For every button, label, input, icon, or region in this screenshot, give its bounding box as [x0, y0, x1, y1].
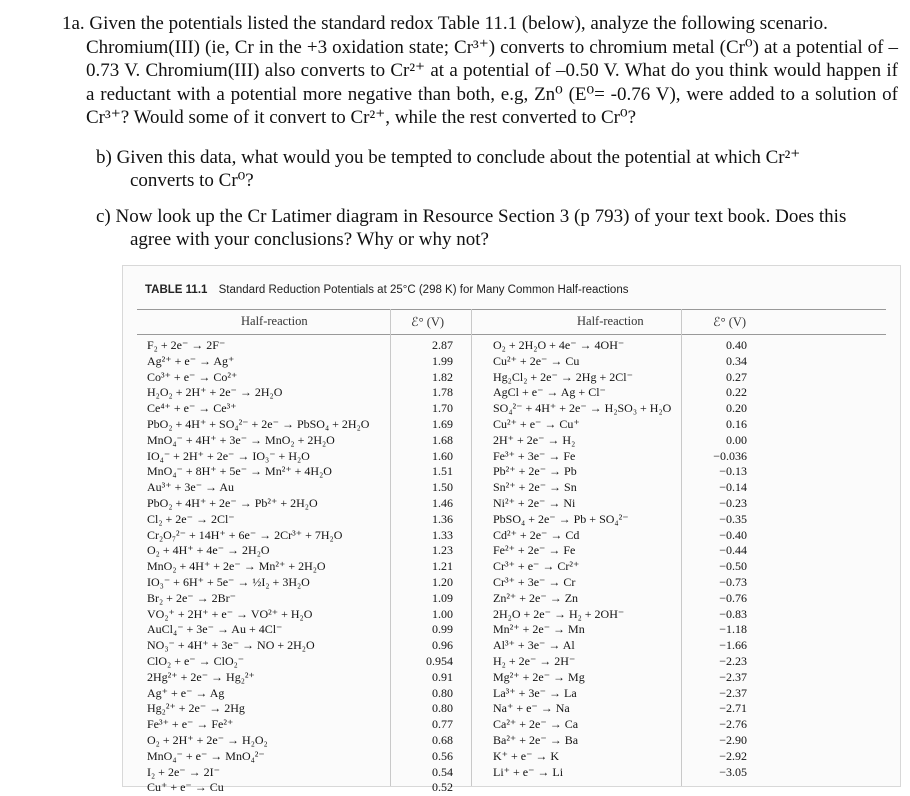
half-reaction-right: 2H⁺ + 2e⁻ → H₂ [493, 432, 576, 447]
half-reaction-left: IO₃⁻ + 6H⁺ + 5e⁻ → ½I₂ + 3H₂O [147, 574, 310, 589]
potential-left: 0.80 [432, 701, 453, 716]
table-row [137, 654, 886, 670]
table-row [137, 370, 886, 386]
potential-left: 0.91 [432, 669, 453, 684]
table-row [137, 765, 886, 781]
potential-left: 1.46 [432, 495, 453, 510]
table-row [137, 670, 886, 686]
potential-left: 0.68 [432, 732, 453, 747]
table-row [137, 401, 886, 417]
half-reaction-left: 2Hg²⁺ + 2e⁻ → Hg₂²⁺ [147, 669, 255, 684]
half-reaction-right: Fe²⁺ + 2e⁻ → Fe [493, 543, 576, 558]
table-row [137, 686, 886, 702]
potential-right: 0.22 [726, 385, 747, 400]
potential-right: −0.83 [719, 606, 747, 621]
potential-left: 1.70 [432, 401, 453, 416]
table-row [137, 591, 886, 607]
question-1b-body: converts to Cr⁰? [130, 170, 254, 191]
question-1a-lead: 1a. Given the potentials listed the standard redox Table 11.1 (below), analyze the following scenario. [62, 13, 828, 34]
potential-right: −2.37 [719, 685, 747, 700]
half-reaction-right: K⁺ + e⁻ → K [493, 748, 560, 763]
potential-left: 0.954 [426, 653, 453, 668]
potential-right: 0.00 [726, 432, 747, 447]
table-row [137, 449, 886, 465]
potential-right: −0.036 [713, 448, 747, 463]
half-reaction-left: Au³⁺ + 3e⁻ → Au [147, 480, 235, 495]
potential-right: −2.37 [719, 669, 747, 684]
table-row [137, 749, 886, 765]
half-reaction-left: MnO₄⁻ + 8H⁺ + 5e⁻ → Mn²⁺ + 4H₂O [147, 464, 332, 479]
table-row [137, 338, 886, 354]
question-1c-body: agree with your conclusions? Why or why not? [130, 229, 489, 250]
table-row [137, 528, 886, 544]
table-row [137, 385, 886, 401]
half-reaction-right: Mn²⁺ + 2e⁻ → Mn [493, 622, 585, 637]
table-row [137, 733, 886, 749]
half-reaction-left: AuCl₄⁻ + 3e⁻ → Au + 4Cl⁻ [147, 622, 283, 637]
half-reaction-right: Zn²⁺ + 2e⁻ → Zn [493, 590, 579, 605]
half-reaction-right: Cd²⁺ + 2e⁻ → Cd [493, 527, 580, 542]
table-row [137, 354, 886, 370]
potential-right: −0.73 [719, 574, 747, 589]
half-reaction-left: Ag²⁺ + e⁻ → Ag⁺ [147, 353, 235, 368]
potential-left: 1.00 [432, 606, 453, 621]
half-reaction-right: Hg₂Cl₂ + 2e⁻ → 2Hg + 2Cl⁻ [493, 369, 633, 384]
half-reaction-right: Sn²⁺ + 2e⁻ → Sn [493, 480, 577, 495]
half-reaction-left: Co³⁺ + e⁻ → Co²⁺ [147, 369, 238, 384]
potential-left: 2.87 [432, 338, 453, 352]
potential-left: 1.36 [432, 511, 453, 526]
half-reaction-right: Ba²⁺ + 2e⁻ → Ba [493, 732, 579, 747]
half-reaction-left: O₂ + 2H⁺ + 2e⁻ → H₂O₂ [147, 732, 268, 747]
potential-left: 1.20 [432, 574, 453, 589]
table-row [137, 701, 886, 717]
potential-right: −0.44 [719, 543, 747, 558]
potential-left: 1.21 [432, 559, 453, 574]
potential-right: −2.23 [719, 653, 747, 668]
potential-right: −2.92 [719, 748, 747, 763]
half-reaction-left: Cl₂ + 2e⁻ → 2Cl⁻ [147, 511, 235, 526]
table-number: TABLE 11.1 [145, 284, 208, 296]
table-row [137, 575, 886, 591]
half-reaction-right: Mg²⁺ + 2e⁻ → Mg [493, 669, 585, 684]
potential-left: 1.78 [432, 385, 453, 400]
question-1b-lead: b) Given this data, what would you be tempted to conclude about the potential at which Cr²⁺ [96, 147, 801, 168]
potential-left: 1.09 [432, 590, 453, 605]
question-1c-lead: c) Now look up the Cr Latimer diagram in Resource Section 3 (p 793) of your text book. Does this [96, 206, 847, 227]
half-reaction-left: I₂ + 2e⁻ → 2I⁻ [147, 764, 220, 779]
question-1a [62, 12, 898, 130]
potential-left: 1.23 [432, 543, 453, 558]
half-reaction-right: H₂ + 2e⁻ → 2H⁻ [493, 653, 576, 668]
header-half-reaction-right: Half-reaction [577, 314, 644, 328]
half-reaction-left: Ag⁺ + e⁻ → Ag [147, 685, 225, 700]
table-row [137, 433, 886, 449]
potential-left: 1.60 [432, 448, 453, 463]
table-header [137, 309, 886, 335]
half-reaction-left: F₂ + 2e⁻ → 2F⁻ [147, 338, 226, 352]
header-potential-left: ℰ° (V) [411, 315, 445, 329]
table-row [137, 780, 886, 796]
half-reaction-right: Cu²⁺ + e⁻ → Cu⁺ [493, 416, 580, 431]
half-reaction-right: Cu²⁺ + 2e⁻ → Cu [493, 353, 580, 368]
half-reaction-right: SO₄²⁻ + 4H⁺ + 2e⁻ → H₂SO₃ + H₂O [493, 401, 672, 416]
half-reaction-left: Cu⁺ + e⁻ → Cu [147, 780, 224, 795]
table-row [137, 559, 886, 575]
half-reaction-left: H₂O₂ + 2H⁺ + 2e⁻ → 2H₂O [147, 385, 283, 400]
potential-right: −1.66 [719, 638, 747, 653]
table-row [137, 480, 886, 496]
potential-right: 0.40 [726, 338, 747, 352]
potential-left: 1.33 [432, 527, 453, 542]
table-row [137, 607, 886, 623]
half-reaction-right: O₂ + 2H₂O + 4e⁻ → 4OH⁻ [493, 338, 625, 352]
potential-right: −2.71 [719, 701, 747, 716]
potential-left: 1.51 [432, 464, 453, 479]
potential-right: −0.35 [719, 511, 747, 526]
half-reaction-right: PbSO₄ + 2e⁻ → Pb + SO₄²⁻ [493, 511, 629, 526]
question-1a-body: Chromium(III) (ie, Cr in the +3 oxidation state; Cr³⁺) converts to chromium metal (Cr⁰) at a potential of –0.73 V. Chromium(III) also converts to Cr²⁺ at a potential of –0.50 V. What do you think would happen if a reductant with a potential more negative than both, e.g, Zn⁰ (E⁰= -0.76 V), were added to a solution of Cr³⁺? Would some of it convert to Cr²⁺, while the rest converted to Cr⁰? [86, 36, 898, 128]
half-reaction-left: Ce⁴⁺ + e⁻ → Ce³⁺ [147, 401, 237, 416]
potential-right: −0.13 [719, 464, 747, 479]
half-reaction-left: Br₂ + 2e⁻ → 2Br⁻ [147, 590, 236, 605]
potential-left: 1.99 [432, 353, 453, 368]
half-reaction-left: NO₃⁻ + 4H⁺ + 3e⁻ → NO + 2H₂O [147, 638, 315, 653]
table-title: Standard Reduction Potentials at 25°C (298 K) for Many Common Half-reactions [218, 284, 629, 296]
potential-right: −2.90 [719, 732, 747, 747]
header-half-reaction-left: Half-reaction [241, 314, 308, 328]
half-reaction-left: IO₄⁻ + 2H⁺ + 2e⁻ → IO₃⁻ + H₂O [147, 448, 310, 463]
potential-right: −0.14 [719, 480, 747, 495]
half-reaction-left: VO₂⁺ + 2H⁺ + e⁻ → VO²⁺ + H₂O [147, 606, 313, 621]
potential-right: −0.40 [719, 527, 747, 542]
question-1c [96, 205, 896, 251]
potential-left: 1.68 [432, 432, 453, 447]
half-reaction-right: Cr³⁺ + e⁻ → Cr²⁺ [493, 559, 580, 574]
half-reaction-right: 2H₂O + 2e⁻ → H₂ + 2OH⁻ [493, 606, 625, 621]
potential-left: 0.52 [432, 780, 453, 795]
half-reaction-right: Ca²⁺ + 2e⁻ → Ca [493, 717, 579, 732]
potential-left: 1.50 [432, 480, 453, 495]
potential-left: 0.54 [432, 764, 453, 779]
half-reaction-left: ClO₂ + e⁻ → ClO₂⁻ [147, 653, 245, 668]
potential-left: 1.69 [432, 416, 453, 431]
half-reaction-right: Na⁺ + e⁻ → Na [493, 701, 570, 716]
potential-right: 0.16 [726, 416, 747, 431]
potential-left: 0.56 [432, 748, 453, 763]
table-row [137, 717, 886, 733]
half-reaction-right: AgCl + e⁻ → Ag + Cl⁻ [493, 385, 606, 400]
potential-right: −0.50 [719, 559, 747, 574]
half-reaction-right: Al³⁺ + 3e⁻ → Al [493, 638, 575, 653]
half-reaction-right: Cr³⁺ + 3e⁻ → Cr [493, 574, 576, 589]
potential-left: 1.82 [432, 369, 453, 384]
table-row [137, 417, 886, 433]
half-reaction-left: O₂ + 4H⁺ + 4e⁻ → 2H₂O [147, 543, 270, 558]
table-row [137, 512, 886, 528]
potential-left: 0.77 [432, 717, 453, 732]
half-reaction-right: Pb²⁺ + 2e⁻ → Pb [493, 464, 577, 479]
half-reaction-left: Hg₂²⁺ + 2e⁻ → 2Hg [147, 701, 245, 716]
half-reaction-right: Li⁺ + e⁻ → Li [493, 764, 564, 779]
table-row [137, 638, 886, 654]
potential-right: −0.76 [719, 590, 747, 605]
table-row [137, 496, 886, 512]
half-reaction-left: Fe³⁺ + e⁻ → Fe²⁺ [147, 717, 234, 732]
potential-right: 0.27 [726, 369, 747, 384]
potential-right: −2.76 [719, 717, 747, 732]
potential-right: −1.18 [719, 622, 747, 637]
redox-table-image [122, 265, 901, 795]
header-potential-right: ℰ° (V) [713, 315, 747, 329]
half-reaction-right: Ni²⁺ + 2e⁻ → Ni [493, 495, 576, 510]
half-reaction-left: Cr₂O₇²⁻ + 14H⁺ + 6e⁻ → 2Cr³⁺ + 7H₂O [147, 527, 343, 542]
potential-left: 0.80 [432, 685, 453, 700]
potential-left: 0.99 [432, 622, 453, 637]
half-reaction-left: PbO₂ + 4H⁺ + 2e⁻ → Pb²⁺ + 2H₂O [147, 495, 318, 510]
table-body [137, 338, 886, 796]
half-reaction-left: PbO₂ + 4H⁺ + SO₄²⁻ + 2e⁻ → PbSO₄ + 2H₂O [147, 416, 370, 431]
potential-right: 0.20 [726, 401, 747, 416]
table-row [137, 622, 886, 638]
potential-left: 0.96 [432, 638, 453, 653]
half-reaction-left: MnO₂ + 4H⁺ + 2e⁻ → Mn²⁺ + 2H₂O [147, 559, 326, 574]
half-reaction-right: Fe³⁺ + 3e⁻ → Fe [493, 448, 576, 463]
potential-right: −0.23 [719, 495, 747, 510]
table-row [137, 464, 886, 480]
potential-right: 0.34 [726, 353, 747, 368]
half-reaction-left: MnO₄⁻ + 4H⁺ + 3e⁻ → MnO₂ + 2H₂O [147, 432, 335, 447]
half-reaction-left: MnO₄⁻ + e⁻ → MnO₄²⁻ [147, 748, 265, 763]
question-1b [96, 146, 896, 192]
half-reaction-right: La³⁺ + 3e⁻ → La [493, 685, 577, 700]
table-row [137, 543, 886, 559]
table-caption [145, 284, 628, 296]
potential-right: −3.05 [719, 764, 747, 779]
